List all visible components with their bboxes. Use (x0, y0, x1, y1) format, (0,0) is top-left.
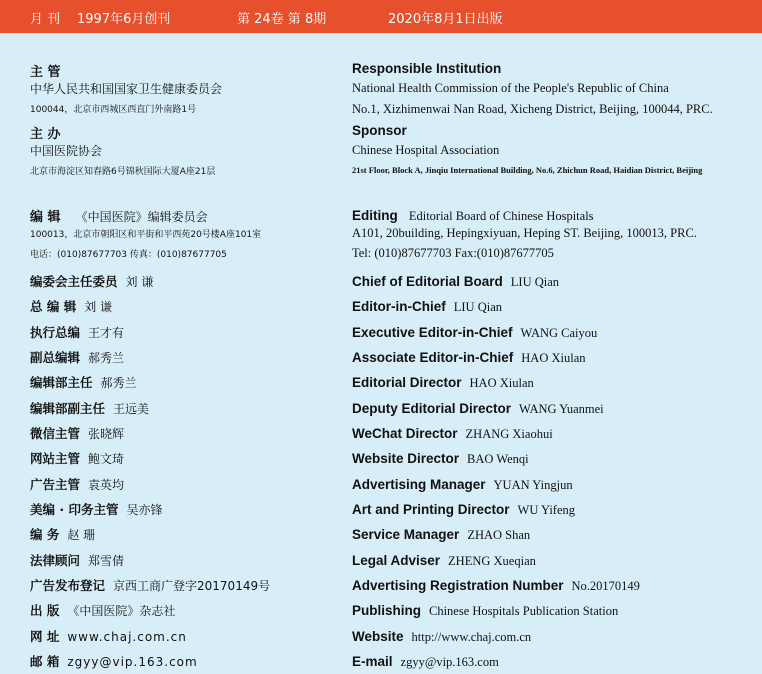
staff-row-cn (30, 372, 137, 391)
staff-name-cn: 《中国医院》杂志社 (67, 604, 176, 618)
staff-role-en: Service Manager (352, 527, 460, 542)
staff-role-cn: 编 务 (30, 527, 60, 542)
staff-row-en (352, 448, 529, 467)
staff-role-cn: 微信主管 (30, 426, 81, 441)
staff-name-cn: 刘 谦 (125, 275, 154, 289)
staff-row-cn (30, 626, 187, 645)
header-volume: 第 24卷 第 8期 (237, 12, 327, 27)
staff-role-en: Publishing (352, 603, 421, 618)
responsible-name: National Health Commission of the People's Republic of China (352, 81, 669, 95)
sponsor-address: 北京市海淀区知春路6号锦秋国际大厦A座21层 (30, 167, 216, 177)
staff-role-en: Deputy Editorial Director (352, 401, 512, 416)
staff-name-cn: 刘 谦 (84, 300, 113, 314)
staff-name-en: Chinese Hospitals Publication Station (429, 604, 619, 618)
staff-role-en: WeChat Director (352, 426, 458, 441)
staff-role-cn: 总 编 辑 (30, 299, 77, 314)
editing-name: 《中国医院》编辑委员会 (75, 210, 208, 224)
staff-role-cn: 网站主管 (30, 451, 81, 466)
staff-name-cn: 王才有 (88, 326, 125, 340)
staff-name-en: LIU Qian (453, 300, 502, 314)
staff-role-cn: 美编 · 印务主管 (30, 502, 119, 517)
staff-role-cn: 执行总编 (30, 325, 81, 340)
staff-name-en: YUAN Yingjun (493, 478, 573, 492)
editing-en-tel: Tel: (010)87677703 Fax:(010)87677705 (352, 246, 554, 260)
staff-role-cn: 法律顾问 (30, 553, 81, 568)
staff-row-en (352, 575, 640, 594)
sponsor-en-name: Chinese Hospital Association (352, 143, 500, 157)
staff-name-cn: 袁英均 (88, 478, 125, 492)
staff-row-cn (30, 448, 124, 467)
sponsor-en-address: 21st Floor, Block A, Jinqiu International Building, No.6, Zhichun Road, Haidian District, Beijing (352, 165, 703, 175)
supervisor-name: 中华人民共和国国家卫生健康委员会 (30, 82, 223, 96)
staff-name-en: LIU Qian (510, 275, 560, 289)
staff-name-cn: www.chaj.com.cn (67, 630, 187, 644)
staff-row-cn (30, 474, 124, 493)
staff-role-en: Legal Adviser (352, 553, 441, 568)
staff-row-cn (30, 296, 112, 315)
staff-role-cn: 出 版 (30, 603, 60, 618)
staff-row-en (352, 322, 597, 341)
header-founded: 1997年6月创刊 (77, 12, 171, 27)
staff-role-en: Editor-in-Chief (352, 299, 446, 314)
editing-line (30, 206, 208, 225)
staff-name-en: ZHAO Shan (467, 528, 531, 542)
staff-role-cn: 副总编辑 (30, 350, 81, 365)
staff-name-en: BAO Wenqi (467, 452, 529, 466)
sponsor-name: 中国医院协会 (30, 144, 103, 158)
staff-row-cn (30, 423, 124, 442)
staff-row-cn (30, 499, 162, 518)
responsible-label: Responsible Institution (352, 61, 502, 76)
staff-row-en (352, 550, 536, 569)
staff-name-en: WU Yifeng (517, 503, 576, 517)
staff-name-en: No.20170149 (571, 579, 640, 593)
staff-row-cn (30, 524, 95, 543)
supervisor-label: 主 管 (30, 65, 61, 80)
staff-row-en (352, 600, 618, 619)
staff-row-cn (30, 398, 149, 417)
staff-name-cn: 京西工商广登字20170149号 (113, 579, 271, 593)
staff-role-cn: 广告发布登记 (30, 578, 106, 593)
staff-name-en: WANG Yuanmei (519, 402, 604, 416)
staff-row-en (352, 271, 559, 290)
supervisor-address: 100044，北京市西城区西直门外南路1号 (30, 105, 197, 115)
staff-name-en: zgyy@vip.163.com (400, 655, 499, 669)
staff-role-cn: 编委会主任委员 (30, 274, 118, 289)
staff-name-cn: 郝秀兰 (100, 376, 137, 390)
staff-name-cn: 张晓辉 (88, 427, 125, 441)
sponsor-label: 主 办 (30, 127, 61, 142)
staff-name-en: HAO Xiulan (469, 376, 534, 390)
staff-row-en (352, 499, 575, 518)
staff-role-en: Advertising Manager (352, 477, 486, 492)
staff-row-cn (30, 271, 153, 290)
staff-role-en: Chief of Editorial Board (352, 274, 503, 289)
header-monthly: 月 刊 (30, 12, 61, 27)
staff-name-en: ZHENG Xueqian (448, 554, 536, 568)
staff-row-cn (30, 651, 198, 670)
editing-en-line (352, 205, 594, 224)
staff-name-cn: 吴亦锋 (126, 503, 163, 517)
editing-en-address: A101, 20building, Hepingxiyuan, Heping ST. Beijing, 100013, PRC. (352, 226, 697, 240)
staff-row-cn (30, 600, 175, 619)
staff-row-en (352, 296, 502, 315)
editing-address: 100013，北京市朝阳区和平街和平西苑20号楼A座101室 (30, 230, 262, 240)
staff-row-cn (30, 322, 124, 341)
staff-role-en: Executive Editor-in-Chief (352, 325, 513, 340)
staff-name-en: ZHANG Xiaohui (465, 427, 553, 441)
sponsor-en-label: Sponsor (352, 123, 407, 138)
staff-role-en: Website Director (352, 451, 460, 466)
staff-row-en (352, 626, 531, 645)
staff-name-cn: 鲍文琦 (88, 452, 125, 466)
editing-tel: 电话：(010)87677703 传真：(010)87677705 (30, 250, 227, 260)
editing-en-label: Editing (352, 208, 398, 223)
staff-name-cn: 王远美 (113, 402, 150, 416)
header-date: 2020年8月1日出版 (388, 12, 503, 27)
staff-row-en (352, 651, 499, 670)
staff-role-cn: 网 址 (30, 629, 60, 644)
staff-role-en: Editorial Director (352, 375, 462, 390)
staff-role-cn: 广告主管 (30, 477, 81, 492)
staff-name-cn: 郝秀兰 (88, 351, 125, 365)
staff-role-en: Website (352, 629, 404, 644)
staff-role-cn: 邮 箱 (30, 654, 60, 669)
staff-role-en: E-mail (352, 654, 393, 669)
editing-en-name: Editorial Board of Chinese Hospitals (408, 209, 594, 223)
header-bar (0, 0, 762, 33)
staff-name-en: HAO Xiulan (521, 351, 586, 365)
staff-role-en: Associate Editor-in-Chief (352, 350, 514, 365)
staff-row-en (352, 524, 530, 543)
staff-row-en (352, 398, 604, 417)
staff-role-cn: 编辑部主任 (30, 375, 93, 390)
staff-role-cn: 编辑部副主任 (30, 401, 106, 416)
responsible-address: No.1, Xizhimenwai Nan Road, Xicheng District, Beijing, 100044, PRC. (352, 102, 713, 116)
staff-name-cn: 赵 珊 (67, 528, 96, 542)
staff-row-en (352, 423, 553, 442)
editing-label: 编 辑 (30, 210, 61, 225)
staff-row-en (352, 372, 534, 391)
staff-row-en (352, 347, 586, 366)
staff-role-en: Advertising Registration Number (352, 578, 564, 593)
staff-row-en (352, 474, 573, 493)
staff-row-cn (30, 550, 124, 569)
staff-name-cn: 郑雪倩 (88, 554, 125, 568)
staff-row-cn (30, 575, 270, 594)
staff-role-en: Art and Printing Director (352, 502, 510, 517)
staff-name-cn: zgyy@vip.163.com (67, 655, 198, 669)
staff-row-cn (30, 347, 124, 366)
staff-name-en: WANG Caiyou (520, 326, 598, 340)
staff-name-en: http://www.chaj.com.cn (411, 630, 532, 644)
